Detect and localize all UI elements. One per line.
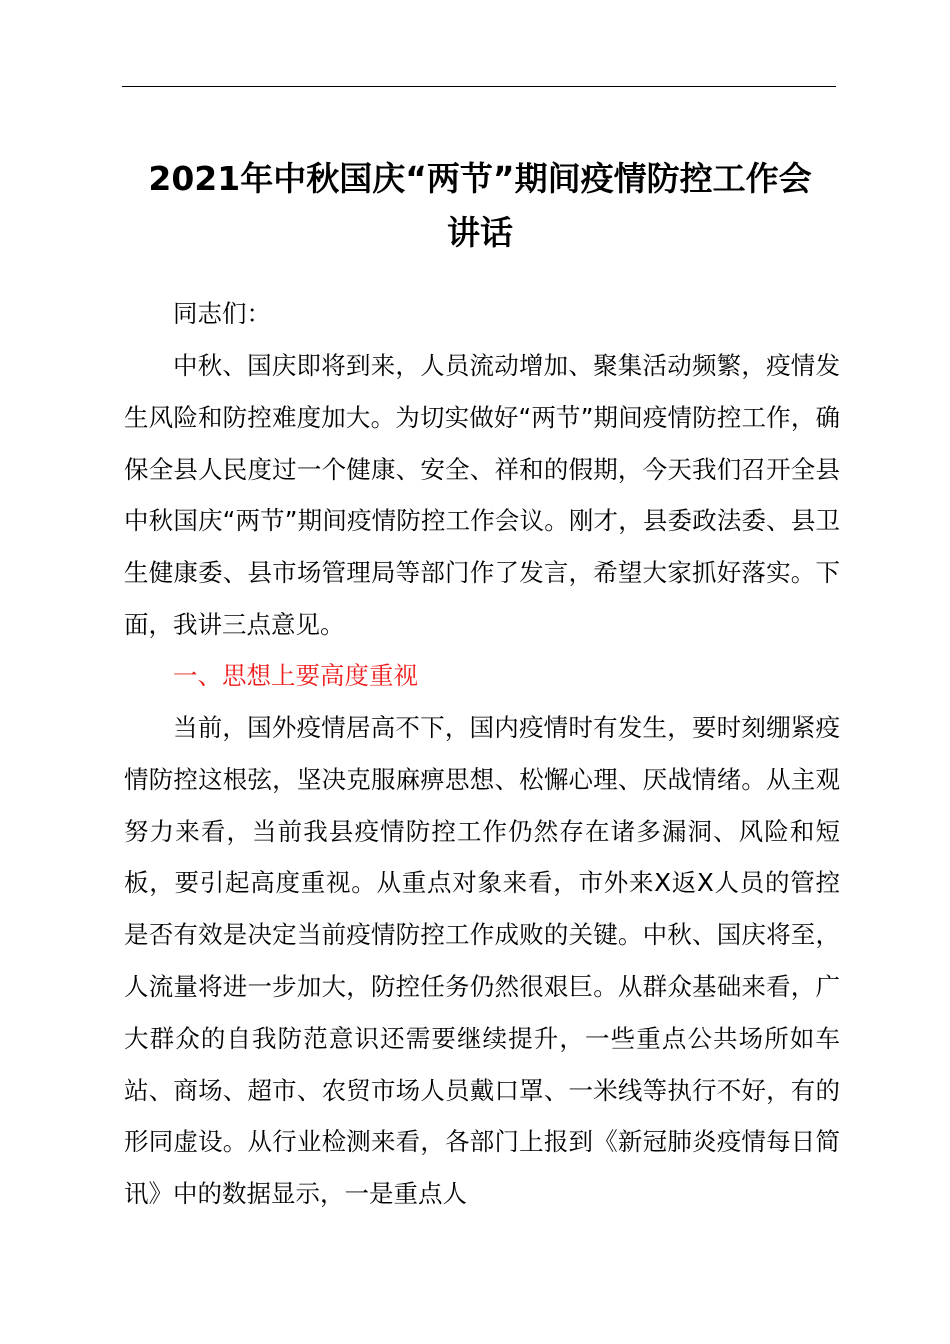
- header-rule: [122, 86, 836, 87]
- salutation: 同志们：: [173, 299, 271, 328]
- document-title: [100, 152, 860, 260]
- paragraph-section-1: 当前，国外疫情居高不下，国内疫情时有发生，要时刻绷紧疫情防控这根弦，坚决克服麻痹思想、松懈心理、厌战情绪。从主观努力来看，当前我县疫情防控工作仍然存在诸多漏洞、风险和短板，要引起高度重视。从重点对象来看，市外来X返X人员的管控是否有效是决定当前疫情防控工作成败的关键。中秋、国庆将至，人流量将进一步加大，防控任务仍然很艰巨。从群众基础来看，广大群众的自我防范意识还需要继续提升，一些重点公共场所如车站、商场、超市、农贸市场人员戴口罩、一米线等执行不好，有的形同虚设。从行业检测来看，各部门上报到《新冠肺炎疫情每日简讯》中的数据显示，一是重点人: [124, 713, 840, 1209]
- paragraph-intro: 中秋、国庆即将到来，人员流动增加、聚集活动频繁，疫情发生风险和防控难度加大。为切实做好“两节”期间疫情防控工作，确保全县人民度过一个健康、安全、祥和的假期，今天我们召开全县中秋国庆“两节”期间疫情防控工作会议。刚才，县委政法委、县卫生健康委、县市场管理局等部门作了发言，希望大家抓好落实。下面，我讲三点意见。: [124, 351, 840, 639]
- title-line-1: 2021年中秋国庆“两节”期间疫情防控工作会: [148, 159, 812, 198]
- title-line-2: 讲话: [447, 213, 513, 252]
- section-heading-1: 一、思想上要高度重视: [173, 661, 418, 690]
